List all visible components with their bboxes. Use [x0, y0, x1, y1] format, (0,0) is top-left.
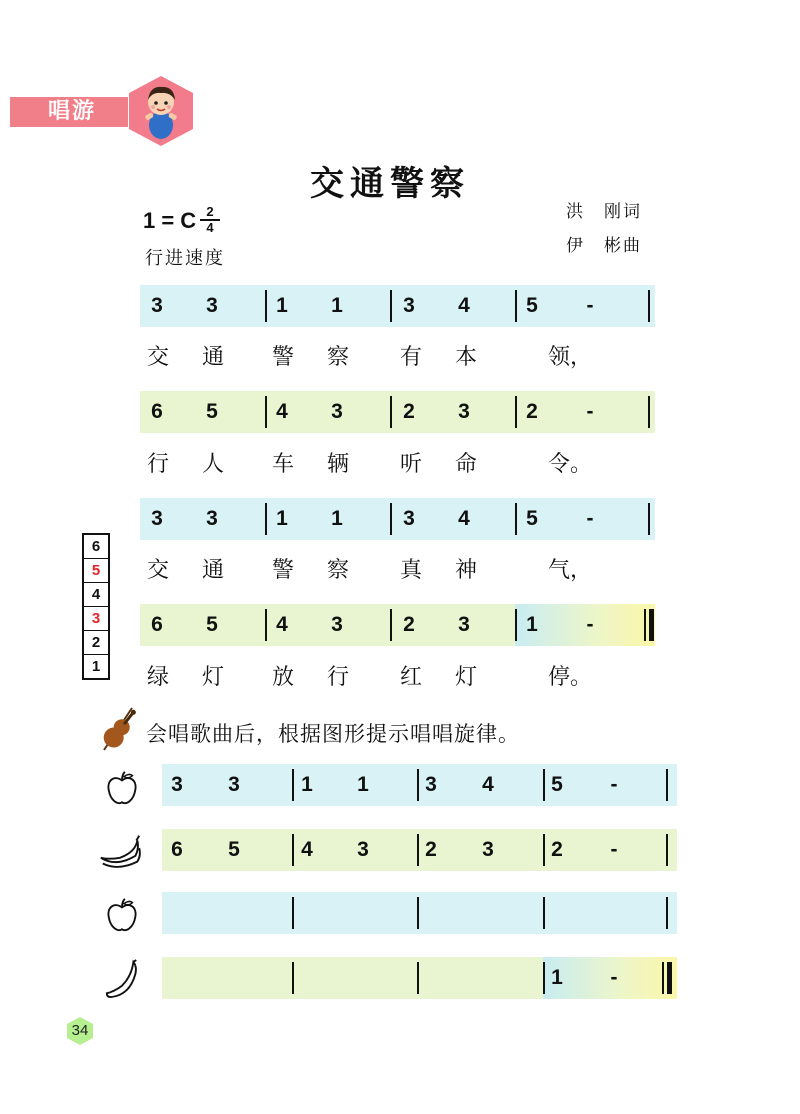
note: 1 [276, 294, 288, 317]
practice-row [162, 764, 677, 806]
time-signature [200, 206, 220, 234]
child-mascot-icon [124, 74, 198, 148]
note [419, 892, 443, 934]
note: 5 [206, 613, 218, 636]
note: - [586, 507, 594, 530]
lyric-char: 通 [201, 558, 224, 583]
note: 3 [151, 507, 163, 530]
barline [515, 609, 517, 641]
note: 1 [301, 773, 313, 796]
barline [417, 834, 419, 866]
final-barline-thin [662, 962, 664, 994]
note [165, 892, 189, 934]
note: 6 [171, 838, 183, 861]
note: 5 [526, 294, 538, 317]
note: 3 [171, 773, 183, 796]
lyric-char: 通 [201, 345, 224, 370]
barline [648, 503, 650, 535]
barline [417, 897, 419, 929]
note: - [610, 773, 618, 796]
lyric-char: 令。 [548, 452, 593, 477]
lyric-char: 神 [454, 558, 477, 583]
scale-step: 4 [84, 582, 108, 606]
note [419, 957, 443, 999]
lyric-char: 听 [399, 452, 422, 477]
note: 4 [276, 400, 288, 423]
lyric-char: 放 [271, 665, 294, 690]
time-signature-bottom: 4 [206, 220, 214, 235]
banana-icon [103, 958, 141, 1006]
note: 3 [151, 294, 163, 317]
scale-step: 6 [91, 538, 101, 555]
note [295, 957, 319, 999]
lyric-char: 交 [146, 345, 169, 370]
note [222, 892, 246, 934]
section-tag-label: 唱游 [48, 99, 97, 124]
note: 3 [403, 507, 415, 530]
note [222, 957, 246, 999]
practice-instruction: 会唱歌曲后，根据图形提示唱唱旋律。 [146, 722, 520, 746]
scale-step: 3 [84, 606, 108, 630]
note: 5 [206, 400, 218, 423]
barline [390, 503, 392, 535]
barline [543, 962, 545, 994]
key-signature: 1 = C [143, 208, 197, 233]
lyric-char: 气， [548, 558, 593, 583]
lyric-char: 警 [271, 345, 294, 370]
lyric-char: 灯 [201, 665, 224, 690]
lyric-char: 车 [271, 452, 294, 477]
note: 1 [551, 966, 563, 989]
scale-step: 2 [84, 630, 108, 654]
note: 3 [458, 400, 470, 423]
lyric-char: 行 [326, 665, 349, 690]
barline [515, 396, 517, 428]
final-barline-thick [649, 609, 654, 641]
barline [292, 962, 294, 994]
barline [265, 503, 267, 535]
barline [417, 769, 419, 801]
note: 5 [551, 773, 563, 796]
note: 3 [357, 838, 369, 861]
lyric-char: 人 [201, 452, 224, 477]
barline [543, 897, 545, 929]
lyric-char: 领， [548, 345, 593, 370]
note: 2 [551, 838, 563, 861]
apple-icon [103, 768, 141, 812]
lyric-char: 本 [454, 345, 477, 370]
note [602, 892, 626, 934]
barline [666, 769, 668, 801]
note: 4 [458, 507, 470, 530]
note: - [610, 966, 618, 989]
note [351, 892, 375, 934]
scale-step: 1 [84, 654, 108, 678]
pitch-scale-ladder [82, 533, 110, 680]
note: 3 [206, 294, 218, 317]
lyric-char: 行 [146, 452, 169, 477]
composer-credit: 伊 彬曲 [566, 236, 642, 256]
song-title: 交通警察 [310, 164, 470, 204]
note: 1 [357, 773, 369, 796]
note [351, 957, 375, 999]
lyric-char: 察 [326, 558, 349, 583]
note: 3 [331, 400, 343, 423]
practice-row [162, 892, 677, 934]
final-barline-thin [644, 609, 646, 641]
barline [265, 396, 267, 428]
note [476, 957, 500, 999]
note: 4 [301, 838, 313, 861]
note: 3 [331, 613, 343, 636]
barline [543, 834, 545, 866]
lyric-char: 辆 [326, 452, 349, 477]
note: - [586, 613, 594, 636]
practice-row [162, 957, 677, 999]
barline [648, 290, 650, 322]
note: 3 [425, 773, 437, 796]
practice-row [162, 829, 677, 871]
barline [666, 897, 668, 929]
note [295, 892, 319, 934]
time-signature-top: 2 [206, 204, 214, 219]
barline [648, 396, 650, 428]
tempo-marking: 行进速度 [145, 248, 225, 269]
note: 3 [228, 773, 240, 796]
lyricist-credit: 洪 刚词 [566, 202, 642, 222]
note: 5 [228, 838, 240, 861]
note: 1 [331, 294, 343, 317]
violin-icon [98, 704, 138, 754]
note: 4 [458, 294, 470, 317]
barline [265, 290, 267, 322]
notation-row [140, 498, 655, 540]
note [545, 892, 569, 934]
note: 5 [526, 507, 538, 530]
barline [390, 396, 392, 428]
note: 1 [526, 613, 538, 636]
note [476, 892, 500, 934]
barline [292, 897, 294, 929]
lyric-char: 绿 [146, 665, 169, 690]
note: 6 [151, 613, 163, 636]
lyric-char: 停。 [548, 665, 593, 690]
notation-row [140, 604, 655, 646]
barline [292, 834, 294, 866]
apple-icon [103, 895, 141, 939]
note: - [586, 294, 594, 317]
page-number: 34 [71, 1022, 89, 1039]
note: 4 [482, 773, 494, 796]
barline [390, 290, 392, 322]
note: 2 [526, 400, 538, 423]
lyric-char: 灯 [454, 665, 477, 690]
notation-row [140, 285, 655, 327]
note: 6 [151, 400, 163, 423]
note: 3 [482, 838, 494, 861]
lyric-char: 警 [271, 558, 294, 583]
scale-step: 5 [84, 558, 108, 582]
note: 2 [425, 838, 437, 861]
banana-icon [97, 832, 145, 876]
notation-row [140, 391, 655, 433]
final-barline-thick [667, 962, 672, 994]
lyric-char: 真 [399, 558, 422, 583]
note: - [586, 400, 594, 423]
note: 3 [403, 294, 415, 317]
barline [515, 503, 517, 535]
barline [515, 290, 517, 322]
note: - [610, 838, 618, 861]
note: 4 [276, 613, 288, 636]
barline [666, 834, 668, 866]
note: 3 [458, 613, 470, 636]
barline [292, 769, 294, 801]
lyric-char: 察 [326, 345, 349, 370]
lyric-char: 有 [399, 345, 422, 370]
note: 1 [331, 507, 343, 530]
note: 2 [403, 613, 415, 636]
note: 1 [276, 507, 288, 530]
lyric-char: 交 [146, 558, 169, 583]
note: 3 [206, 507, 218, 530]
lyric-char: 命 [454, 452, 477, 477]
note: 2 [403, 400, 415, 423]
barline [390, 609, 392, 641]
barline [265, 609, 267, 641]
barline [543, 769, 545, 801]
lyric-char: 红 [399, 665, 422, 690]
barline [417, 962, 419, 994]
note [165, 957, 189, 999]
